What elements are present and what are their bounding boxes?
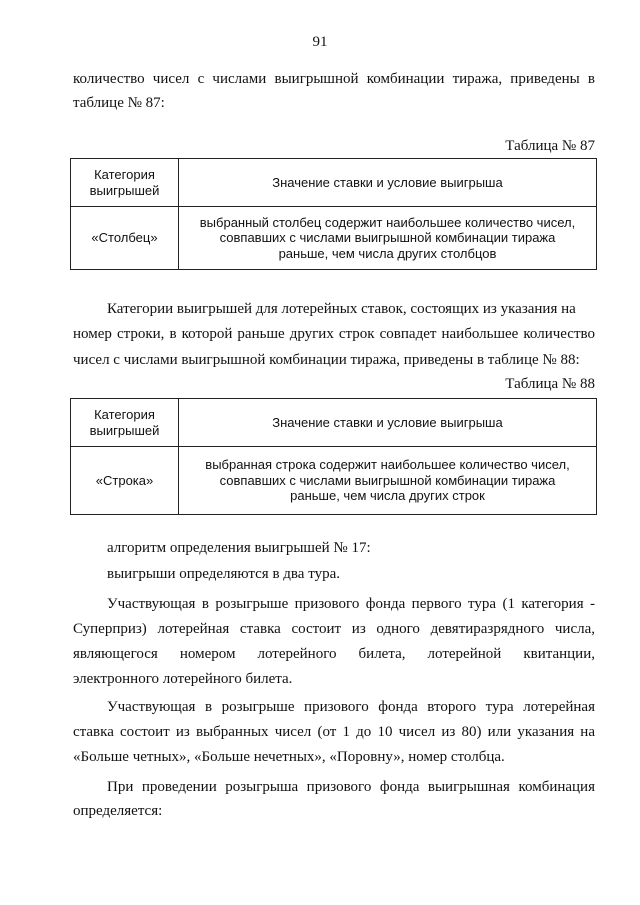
tour1-line-4: электронного лотерейного билета. <box>73 671 293 687</box>
tour1-line-3: являющегося номером лотерейного билета, лотерейной квитанции, <box>73 646 595 662</box>
intro-line-1: количество чисел с числами выигрышной комбинации тиража, приведены в <box>73 71 595 87</box>
table-87-header-value: Значение ставки и условие выигрыша <box>179 159 597 207</box>
table-88-header-value: Значение ставки и условие выигрыша <box>179 399 597 447</box>
table-87-row-value: выбранный столбец содержит наибольшее количество чисел, совпавших с числами выигрышной комбинации тиража раньше, чем числа других столбцов <box>179 207 597 270</box>
table-87-row <box>71 207 597 270</box>
algorithm-line-1: алгоритм определения выигрышей № 17: <box>107 540 371 556</box>
algorithm-line-2: выигрыши определяются в два тура. <box>107 566 340 582</box>
tour2-line-1: Участвующая в розыгрыше призового фонда второго тура лотерейная <box>107 699 595 715</box>
final-line-1: При проведении розыгрыша призового фонда выигрышная комбинация <box>107 779 595 795</box>
tour1-line-1: Участвующая в розыгрыше призового фонда первого тура (1 категория - <box>107 596 595 612</box>
table-88-row-category: «Строка» <box>71 447 179 515</box>
table-88-header-row <box>71 399 597 447</box>
tour1-line-2: Суперприз) лотерейная ставка состоит из одного девятиразрядного числа, <box>73 621 595 637</box>
intro-line-2: таблице № 87: <box>73 95 165 111</box>
para-88-line-2: номер строки, в которой раньше других строк совпадет наибольшее количество <box>73 326 595 342</box>
page-number: 91 <box>312 34 328 50</box>
table-87 <box>70 158 597 270</box>
para-88-line-1: Категории выигрышей для лотерейных ставок, состоящих из указания на <box>107 301 576 317</box>
table-88-caption: Таблица № 88 <box>505 376 595 392</box>
table-88-row <box>71 447 597 515</box>
para-88-line-3: чисел с числами выигрышной комбинации тиража, приведены в таблице № 88: <box>73 352 580 368</box>
table-87-caption: Таблица № 87 <box>505 138 595 154</box>
table-88 <box>70 398 597 515</box>
tour2-line-2: ставка состоит из выбранных чисел (от 1 до 10 чисел из 80) или указания на <box>73 724 595 740</box>
table-87-row-category: «Столбец» <box>71 207 179 270</box>
table-88-row-value: выбранная строка содержит наибольшее количество чисел, совпавших с числами выигрышной комбинации тиража раньше, чем числа других строк <box>179 447 597 515</box>
tour2-line-3: «Больше четных», «Больше нечетных», «Поровну», номер столбца. <box>73 749 505 765</box>
table-87-header-row <box>71 159 597 207</box>
table-87-header-category: Категория выигрышей <box>71 159 179 207</box>
final-line-2: определяется: <box>73 803 163 819</box>
table-88-header-category: Категория выигрышей <box>71 399 179 447</box>
